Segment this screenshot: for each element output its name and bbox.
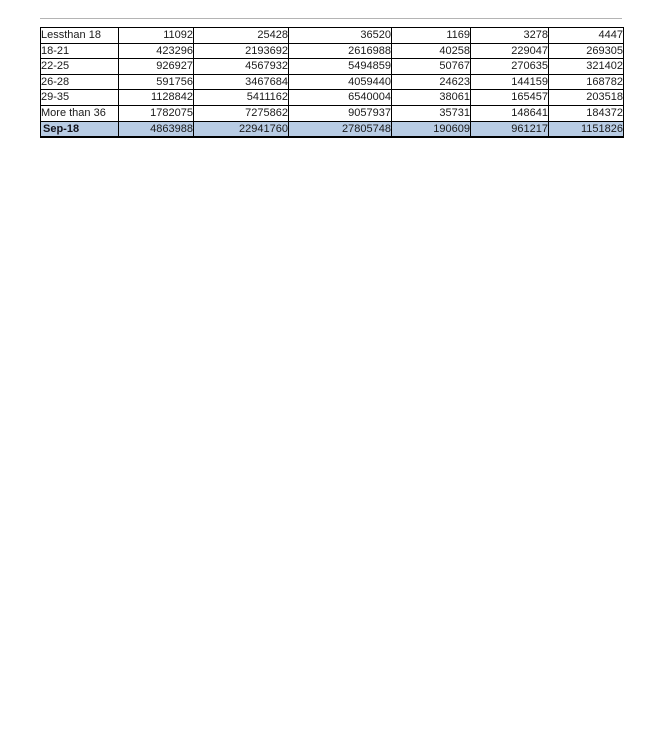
value-cell: 168782 [549,74,624,90]
row-label-cell: Lessthan 18 [41,28,119,44]
table-row [41,90,624,106]
value-cell: 3278 [471,28,549,44]
value-cell: 148641 [471,105,549,121]
value-cell: 50767 [392,59,471,75]
value-cell: 144159 [471,74,549,90]
table-row [41,43,624,59]
value-cell: 7275862 [194,105,289,121]
value-cell: 1128842 [119,90,194,106]
value-cell: 40258 [392,43,471,59]
row-label-cell: More than 36 [41,105,119,121]
table-row [41,105,624,121]
value-cell: 321402 [549,59,624,75]
value-cell: 5494859 [289,59,392,75]
value-cell: 2616988 [289,43,392,59]
value-cell: 2193692 [194,43,289,59]
table-row [41,74,624,90]
value-cell: 4059440 [289,74,392,90]
row-label-cell: 29-35 [41,90,119,106]
value-cell: 22941760 [194,121,289,137]
value-cell: 4447 [549,28,624,44]
value-cell: 184372 [549,105,624,121]
value-cell: 423296 [119,43,194,59]
value-cell: 36520 [289,28,392,44]
value-cell: 24623 [392,74,471,90]
value-cell: 27805748 [289,121,392,137]
value-cell: 1151826 [549,121,624,137]
value-cell: 165457 [471,90,549,106]
row-label-cell: 26-28 [41,74,119,90]
value-cell: 4863988 [119,121,194,137]
row-label-cell: 18-21 [41,43,119,59]
table-total-row [41,121,624,137]
value-cell: 9057937 [289,105,392,121]
value-cell: 926927 [119,59,194,75]
value-cell: 190609 [392,121,471,137]
value-cell: 5411162 [194,90,289,106]
value-cell: 6540004 [289,90,392,106]
value-cell: 3467684 [194,74,289,90]
table-row [41,59,624,75]
value-cell: 35731 [392,105,471,121]
total-row-label-cell: Sep-18 [41,121,119,137]
value-cell: 4567932 [194,59,289,75]
value-cell: 11092 [119,28,194,44]
age-data-table [40,27,624,138]
age-table-body [41,28,624,138]
value-cell: 1782075 [119,105,194,121]
value-cell: 591756 [119,74,194,90]
row-label-cell: 22-25 [41,59,119,75]
value-cell: 203518 [549,90,624,106]
value-cell: 25428 [194,28,289,44]
table-row [41,28,624,44]
value-cell: 1169 [392,28,471,44]
value-cell: 270635 [471,59,549,75]
value-cell: 229047 [471,43,549,59]
page-divider-line [40,18,622,19]
value-cell: 269305 [549,43,624,59]
value-cell: 38061 [392,90,471,106]
value-cell: 961217 [471,121,549,137]
